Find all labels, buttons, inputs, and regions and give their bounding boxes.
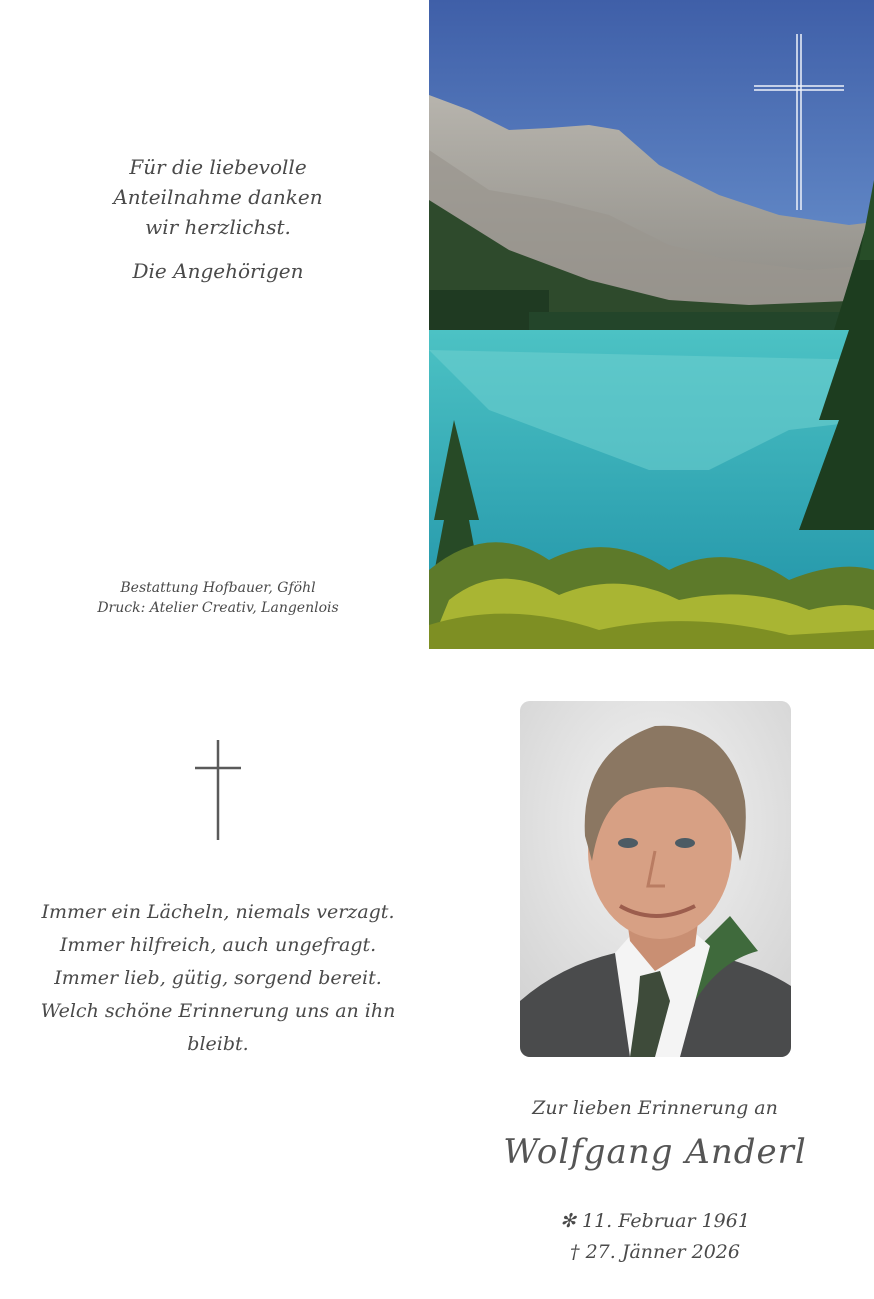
thanks-line-1: Für die liebevolle [129,155,307,179]
cross-icon [195,740,241,840]
deceased-name: Wolfgang Anderl [503,1132,807,1172]
printer: Druck: Atelier Creativ, Langenlois [97,600,339,616]
poem-line-1: Immer ein Lächeln, niemals verzagt. [41,901,395,923]
thanks-line-3: wir herzlichst. [145,215,291,239]
family-signature: Die Angehörigen [132,259,304,283]
portrait-photo [520,701,791,1057]
thanks-line-2: Anteilnahme danken [113,185,323,209]
poem-line-2: Immer hilfreich, auch ungefragt. [59,934,377,956]
thanks-text [40,152,396,286]
poem-line-4: Welch schöne Erinnerung uns an ihn bleibt. [40,1000,396,1055]
landscape-photo [429,0,874,649]
memorial-poem [20,896,416,1061]
death-date: † 27. Jänner 2026 [570,1241,740,1263]
birth-date: ✻ 11. Februar 1961 [560,1210,750,1232]
poem-line-3: Immer lieb, gütig, sorgend bereit. [54,967,382,989]
memorial-heading: Zur lieben Erinnerung an [532,1097,778,1119]
funeral-home: Bestattung Hofbauer, Gföhl [120,580,316,596]
life-dates [440,1206,870,1268]
credits [40,578,396,618]
